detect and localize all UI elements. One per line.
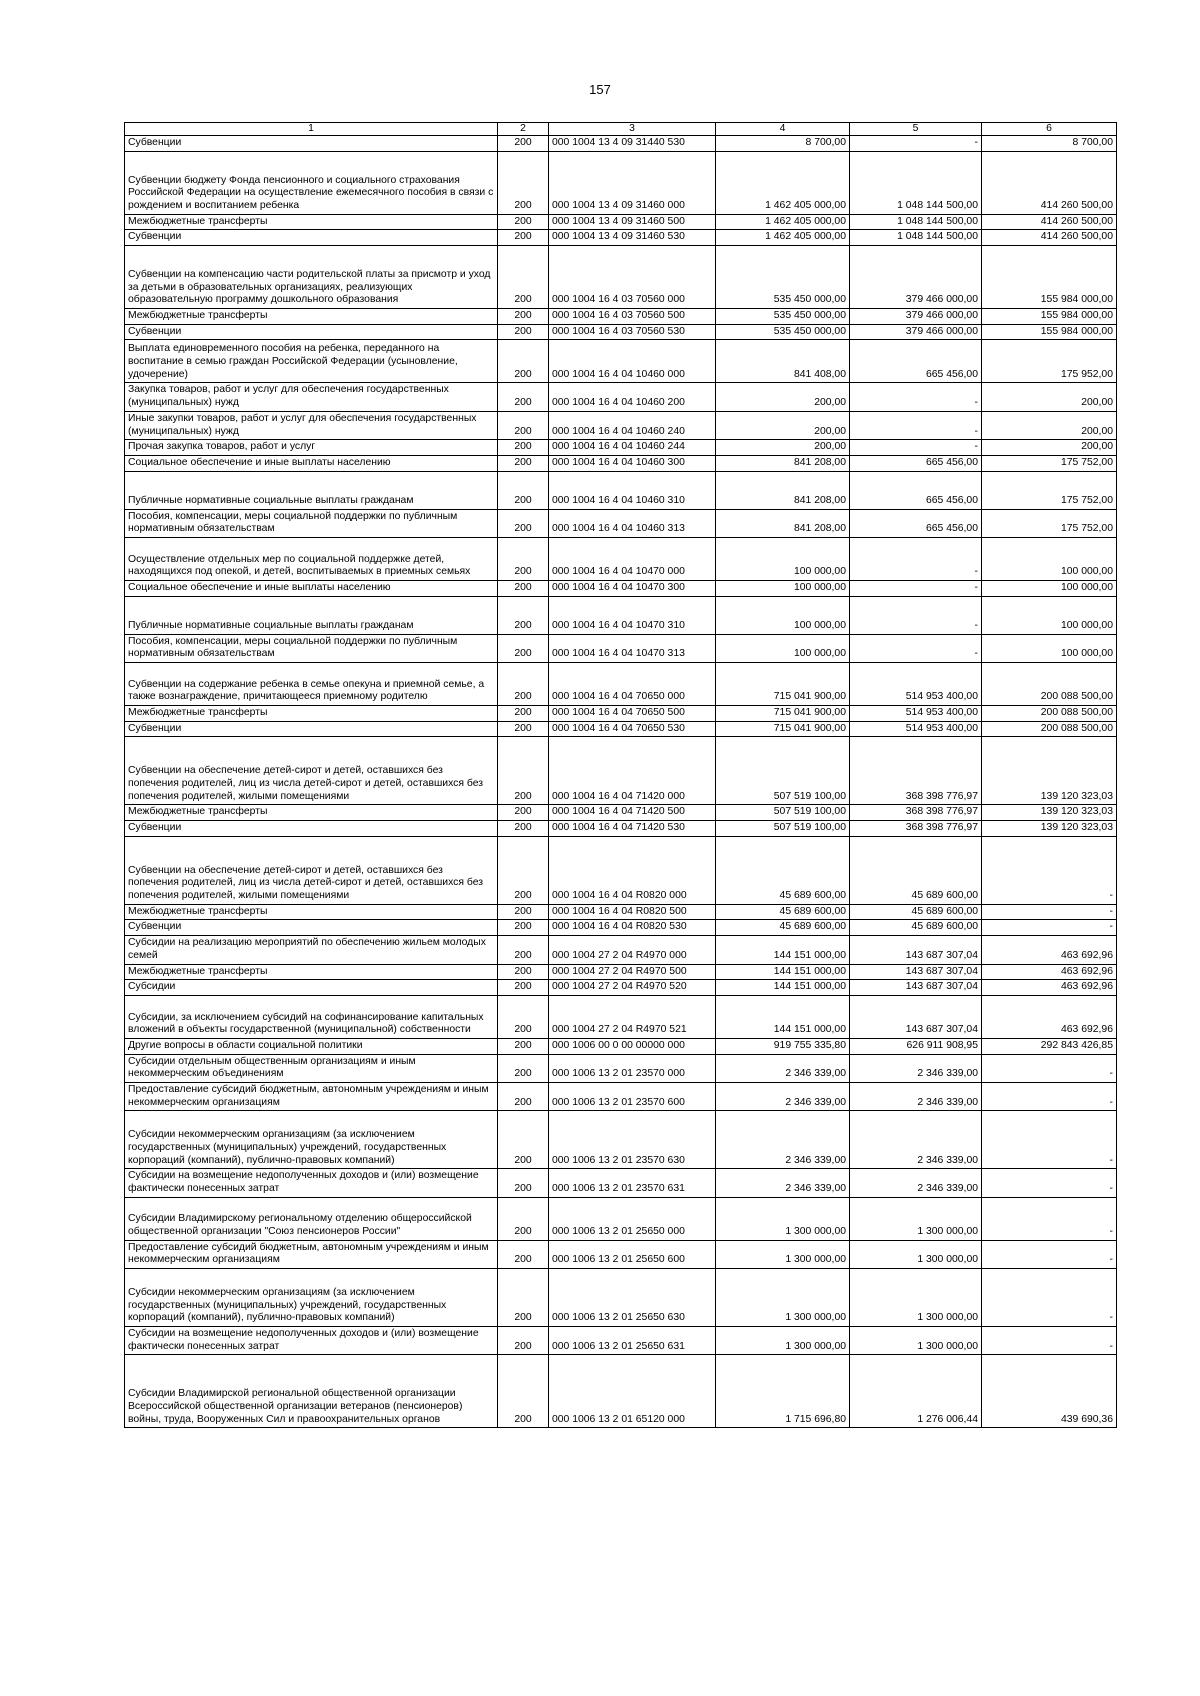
row-name: Межбюджетные трансферты (125, 964, 498, 980)
row-approved-amount: 200,00 (716, 383, 850, 411)
row-unexecuted-amount: - (982, 1327, 1117, 1355)
row-admin-code: 200 (498, 340, 549, 383)
row-classification-code: 000 1004 27 2 04 R4970 500 (549, 964, 716, 980)
row-admin-code: 200 (498, 1355, 549, 1428)
row-unexecuted-amount: - (982, 1197, 1117, 1240)
column-header: 3 (549, 123, 716, 136)
row-executed-amount: 626 911 908,95 (850, 1038, 982, 1054)
row-approved-amount: 535 450 000,00 (716, 309, 850, 325)
row-classification-code: 000 1004 16 4 04 70650 530 (549, 721, 716, 737)
table-row (125, 1082, 1117, 1110)
row-executed-amount: 379 466 000,00 (850, 309, 982, 325)
row-admin-code: 200 (498, 1111, 549, 1169)
row-name: Субсидии отдельным общественным организациям и иным некоммерческим объединениям (125, 1054, 498, 1082)
row-admin-code: 200 (498, 1169, 549, 1197)
row-executed-amount: - (850, 383, 982, 411)
row-classification-code: 000 1004 16 4 04 R0820 530 (549, 920, 716, 936)
row-name: Предоставление субсидий бюджетным, автономным учреждениям и иным некоммерческим организациям (125, 1082, 498, 1110)
row-classification-code: 000 1006 13 2 01 23570 600 (549, 1082, 716, 1110)
table-row (125, 706, 1117, 722)
row-approved-amount: 715 041 900,00 (716, 706, 850, 722)
row-classification-code: 000 1006 13 2 01 25650 630 (549, 1269, 716, 1327)
row-name: Социальное обеспечение и иные выплаты населению (125, 455, 498, 471)
row-admin-code: 200 (498, 580, 549, 596)
row-name: Социальное обеспечение и иные выплаты населению (125, 580, 498, 596)
row-unexecuted-amount: - (982, 836, 1117, 904)
row-unexecuted-amount: 100 000,00 (982, 596, 1117, 634)
row-unexecuted-amount: 463 692,96 (982, 980, 1117, 996)
table-row (125, 1197, 1117, 1240)
table-row (125, 580, 1117, 596)
table-row (125, 1038, 1117, 1054)
row-admin-code: 200 (498, 706, 549, 722)
row-name: Прочая закупка товаров, работ и услуг (125, 440, 498, 456)
row-admin-code: 200 (498, 920, 549, 936)
row-classification-code: 000 1004 16 4 04 70650 500 (549, 706, 716, 722)
table-row (125, 1054, 1117, 1082)
row-admin-code: 200 (498, 904, 549, 920)
column-header: 2 (498, 123, 549, 136)
row-executed-amount: 665 456,00 (850, 340, 982, 383)
row-executed-amount: 1 300 000,00 (850, 1240, 982, 1268)
row-unexecuted-amount: 139 120 323,03 (982, 737, 1117, 805)
row-executed-amount: 1 048 144 500,00 (850, 230, 982, 246)
row-approved-amount: 841 208,00 (716, 455, 850, 471)
row-executed-amount: 1 276 006,44 (850, 1355, 982, 1428)
row-unexecuted-amount: 100 000,00 (982, 580, 1117, 596)
row-classification-code: 000 1006 13 2 01 23570 000 (549, 1054, 716, 1082)
row-approved-amount: 200,00 (716, 440, 850, 456)
row-classification-code: 000 1004 13 4 09 31460 000 (549, 151, 716, 214)
row-executed-amount: 2 346 339,00 (850, 1082, 982, 1110)
row-approved-amount: 919 755 335,80 (716, 1038, 850, 1054)
table-row (125, 471, 1117, 509)
row-classification-code: 000 1004 16 4 03 70560 530 (549, 324, 716, 340)
row-classification-code: 000 1004 16 4 04 10470 313 (549, 634, 716, 662)
table-row (125, 904, 1117, 920)
row-approved-amount: 8 700,00 (716, 136, 850, 152)
row-approved-amount: 1 300 000,00 (716, 1269, 850, 1327)
row-executed-amount: - (850, 136, 982, 152)
row-executed-amount: - (850, 634, 982, 662)
row-unexecuted-amount: 439 690,36 (982, 1355, 1117, 1428)
row-unexecuted-amount: 155 984 000,00 (982, 309, 1117, 325)
row-name: Иные закупки товаров, работ и услуг для обеспечения государственных (муниципальных) нужд (125, 411, 498, 439)
row-classification-code: 000 1004 16 4 04 10460 313 (549, 509, 716, 537)
table-row (125, 324, 1117, 340)
row-name: Субсидии (125, 980, 498, 996)
row-unexecuted-amount: 100 000,00 (982, 634, 1117, 662)
row-admin-code: 200 (498, 805, 549, 821)
column-number-row (125, 123, 1117, 136)
row-name: Субвенции бюджету Фонда пенсионного и социального страхования Российской Федерации на осуществление ежемесячного пособия в связи с рождением и воспитанием ребенка (125, 151, 498, 214)
row-classification-code: 000 1004 16 4 04 10460 240 (549, 411, 716, 439)
table-row (125, 1327, 1117, 1355)
row-executed-amount: 1 300 000,00 (850, 1197, 982, 1240)
row-approved-amount: 715 041 900,00 (716, 663, 850, 706)
row-admin-code: 200 (498, 214, 549, 230)
row-executed-amount: 143 687 307,04 (850, 980, 982, 996)
row-unexecuted-amount: 414 260 500,00 (982, 230, 1117, 246)
row-admin-code: 200 (498, 596, 549, 634)
row-executed-amount: 1 300 000,00 (850, 1327, 982, 1355)
table-row (125, 805, 1117, 821)
row-approved-amount: 841 208,00 (716, 509, 850, 537)
row-executed-amount: 368 398 776,97 (850, 821, 982, 837)
row-executed-amount: - (850, 537, 982, 580)
row-name: Субвенции на обеспечение детей-сирот и детей, оставшихся без попечения родителей, лиц из числа детей-сирот и детей, оставшихся без попечения родителей, жилыми помещениями (125, 836, 498, 904)
row-unexecuted-amount: 155 984 000,00 (982, 324, 1117, 340)
row-admin-code: 200 (498, 455, 549, 471)
row-unexecuted-amount: - (982, 1111, 1117, 1169)
row-admin-code: 200 (498, 1240, 549, 1268)
row-classification-code: 000 1004 16 4 04 71420 500 (549, 805, 716, 821)
table-row (125, 980, 1117, 996)
row-classification-code: 000 1004 16 4 04 10470 000 (549, 537, 716, 580)
row-unexecuted-amount: - (982, 1169, 1117, 1197)
row-admin-code: 200 (498, 980, 549, 996)
row-name: Субсидии на возмещение недополученных доходов и (или) возмещение фактически понесенных затрат (125, 1169, 498, 1197)
row-name: Публичные нормативные социальные выплаты гражданам (125, 471, 498, 509)
row-classification-code: 000 1004 16 4 04 10460 310 (549, 471, 716, 509)
row-classification-code: 000 1006 13 2 01 25650 631 (549, 1327, 716, 1355)
row-executed-amount: 2 346 339,00 (850, 1054, 982, 1082)
row-name: Субвенции (125, 920, 498, 936)
row-approved-amount: 144 151 000,00 (716, 995, 850, 1038)
row-admin-code: 200 (498, 324, 549, 340)
row-admin-code: 200 (498, 1082, 549, 1110)
column-header: 5 (850, 123, 982, 136)
row-name: Субвенции (125, 230, 498, 246)
row-approved-amount: 144 151 000,00 (716, 964, 850, 980)
row-admin-code: 200 (498, 309, 549, 325)
row-executed-amount: 45 689 600,00 (850, 920, 982, 936)
row-approved-amount: 100 000,00 (716, 580, 850, 596)
row-classification-code: 000 1006 13 2 01 25650 600 (549, 1240, 716, 1268)
row-classification-code: 000 1004 16 4 04 71420 530 (549, 821, 716, 837)
row-executed-amount: 1 048 144 500,00 (850, 151, 982, 214)
row-name: Субсидии Владимирской региональной общественной организации Всероссийской общественной организации ветеранов (пенсионеров) войны, труда, Вооруженных Сил и правоохранительных органов (125, 1355, 498, 1428)
row-approved-amount: 507 519 100,00 (716, 737, 850, 805)
table-row (125, 309, 1117, 325)
row-name: Выплата единовременного пособия на ребенка, переданного на воспитание в семью граждан Российской Федерации (усыновление, удочерение) (125, 340, 498, 383)
row-approved-amount: 1 715 696,80 (716, 1355, 850, 1428)
row-approved-amount: 2 346 339,00 (716, 1111, 850, 1169)
row-approved-amount: 535 450 000,00 (716, 246, 850, 309)
row-executed-amount: - (850, 440, 982, 456)
table-body (125, 136, 1117, 1428)
row-name: Субвенции на содержание ребенка в семье опекуна и приемной семье, а также вознаграждение, причитающееся приемному родителю (125, 663, 498, 706)
row-approved-amount: 144 151 000,00 (716, 936, 850, 964)
row-name: Субсидии Владимирскому региональному отделению общероссийской общественной организации "Союз пенсионеров России" (125, 1197, 498, 1240)
table-row (125, 411, 1117, 439)
row-executed-amount: 665 456,00 (850, 509, 982, 537)
row-admin-code: 200 (498, 964, 549, 980)
row-admin-code: 200 (498, 151, 549, 214)
row-executed-amount: 514 953 400,00 (850, 706, 982, 722)
row-name: Предоставление субсидий бюджетным, автономным учреждениям и иным некоммерческим организациям (125, 1240, 498, 1268)
row-unexecuted-amount: 200,00 (982, 411, 1117, 439)
row-admin-code: 200 (498, 936, 549, 964)
table-row (125, 634, 1117, 662)
row-executed-amount: 368 398 776,97 (850, 737, 982, 805)
row-name: Субвенции (125, 721, 498, 737)
row-approved-amount: 1 300 000,00 (716, 1327, 850, 1355)
row-classification-code: 000 1004 27 2 04 R4970 521 (549, 995, 716, 1038)
table-row (125, 737, 1117, 805)
row-unexecuted-amount: - (982, 1082, 1117, 1110)
row-unexecuted-amount: 292 843 426,85 (982, 1038, 1117, 1054)
row-executed-amount: - (850, 580, 982, 596)
row-classification-code: 000 1004 16 4 04 10460 300 (549, 455, 716, 471)
row-unexecuted-amount: - (982, 1269, 1117, 1327)
row-approved-amount: 2 346 339,00 (716, 1054, 850, 1082)
row-unexecuted-amount: 463 692,96 (982, 995, 1117, 1038)
row-name: Межбюджетные трансферты (125, 904, 498, 920)
row-approved-amount: 200,00 (716, 411, 850, 439)
table-row (125, 136, 1117, 152)
row-name: Субсидии на возмещение недополученных доходов и (или) возмещение фактически понесенных затрат (125, 1327, 498, 1355)
row-name: Субвенции на обеспечение детей-сирот и детей, оставшихся без попечения родителей, лиц из числа детей-сирот и детей, оставшихся без попечения родителей, жилыми помещениями (125, 737, 498, 805)
row-name: Пособия, компенсации, меры социальной поддержки по публичным нормативным обязательствам (125, 509, 498, 537)
row-unexecuted-amount: 200 088 500,00 (982, 706, 1117, 722)
row-name: Другие вопросы в области социальной политики (125, 1038, 498, 1054)
row-executed-amount: 1 048 144 500,00 (850, 214, 982, 230)
row-approved-amount: 100 000,00 (716, 537, 850, 580)
row-executed-amount: 514 953 400,00 (850, 663, 982, 706)
row-admin-code: 200 (498, 1269, 549, 1327)
row-unexecuted-amount: 175 752,00 (982, 455, 1117, 471)
page-number: 157 (589, 82, 611, 97)
table-row (125, 537, 1117, 580)
row-classification-code: 000 1006 00 0 00 00000 000 (549, 1038, 716, 1054)
table-row (125, 1355, 1117, 1428)
row-approved-amount: 841 208,00 (716, 471, 850, 509)
row-approved-amount: 1 462 405 000,00 (716, 230, 850, 246)
row-approved-amount: 2 346 339,00 (716, 1082, 850, 1110)
row-approved-amount: 1 300 000,00 (716, 1197, 850, 1240)
row-unexecuted-amount: 139 120 323,03 (982, 821, 1117, 837)
row-unexecuted-amount: 414 260 500,00 (982, 151, 1117, 214)
row-approved-amount: 715 041 900,00 (716, 721, 850, 737)
row-admin-code: 200 (498, 821, 549, 837)
row-approved-amount: 45 689 600,00 (716, 904, 850, 920)
row-approved-amount: 535 450 000,00 (716, 324, 850, 340)
table-row (125, 440, 1117, 456)
row-admin-code: 200 (498, 411, 549, 439)
row-classification-code: 000 1004 16 4 03 70560 500 (549, 309, 716, 325)
row-unexecuted-amount: 175 952,00 (982, 340, 1117, 383)
table-row (125, 1240, 1117, 1268)
row-unexecuted-amount: 414 260 500,00 (982, 214, 1117, 230)
row-unexecuted-amount: 155 984 000,00 (982, 246, 1117, 309)
row-classification-code: 000 1006 13 2 01 23570 631 (549, 1169, 716, 1197)
row-classification-code: 000 1004 27 2 04 R4970 520 (549, 980, 716, 996)
column-header: 1 (125, 123, 498, 136)
row-classification-code: 000 1004 16 4 04 71420 000 (549, 737, 716, 805)
row-unexecuted-amount: - (982, 920, 1117, 936)
row-executed-amount: 368 398 776,97 (850, 805, 982, 821)
row-admin-code: 200 (498, 246, 549, 309)
row-admin-code: 200 (498, 663, 549, 706)
row-executed-amount: - (850, 596, 982, 634)
row-name: Межбюджетные трансферты (125, 706, 498, 722)
row-classification-code: 000 1006 13 2 01 23570 630 (549, 1111, 716, 1169)
row-executed-amount: 45 689 600,00 (850, 904, 982, 920)
row-classification-code: 000 1004 16 4 04 10460 000 (549, 340, 716, 383)
table-row (125, 340, 1117, 383)
row-name: Субвенции (125, 821, 498, 837)
row-name: Публичные нормативные социальные выплаты гражданам (125, 596, 498, 634)
table-row (125, 214, 1117, 230)
row-unexecuted-amount: - (982, 1054, 1117, 1082)
row-name: Межбюджетные трансферты (125, 805, 498, 821)
row-executed-amount: 665 456,00 (850, 455, 982, 471)
row-executed-amount: 665 456,00 (850, 471, 982, 509)
table-row (125, 936, 1117, 964)
row-admin-code: 200 (498, 995, 549, 1038)
row-admin-code: 200 (498, 1327, 549, 1355)
row-classification-code: 000 1004 16 4 04 10460 244 (549, 440, 716, 456)
row-executed-amount: 143 687 307,04 (850, 964, 982, 980)
row-admin-code: 200 (498, 509, 549, 537)
table-row (125, 230, 1117, 246)
row-admin-code: 200 (498, 537, 549, 580)
row-admin-code: 200 (498, 634, 549, 662)
row-admin-code: 200 (498, 836, 549, 904)
row-approved-amount: 2 346 339,00 (716, 1169, 850, 1197)
row-name: Субсидии, за исключением субсидий на софинансирование капитальных вложений в объекты государственной (муниципальной) собственности (125, 995, 498, 1038)
row-classification-code: 000 1004 16 4 03 70560 000 (549, 246, 716, 309)
row-classification-code: 000 1006 13 2 01 65120 000 (549, 1355, 716, 1428)
row-classification-code: 000 1004 16 4 04 70650 000 (549, 663, 716, 706)
row-approved-amount: 144 151 000,00 (716, 980, 850, 996)
table-row (125, 596, 1117, 634)
row-unexecuted-amount: 463 692,96 (982, 936, 1117, 964)
table-row (125, 836, 1117, 904)
row-name: Закупка товаров, работ и услуг для обеспечения государственных (муниципальных) нужд (125, 383, 498, 411)
row-unexecuted-amount: 200 088 500,00 (982, 663, 1117, 706)
row-unexecuted-amount: 200 088 500,00 (982, 721, 1117, 737)
row-name: Субсидии некоммерческим организациям (за исключением государственных (муниципальных) учреждений, государственных корпораций (компаний), публично-правовых компаний) (125, 1269, 498, 1327)
row-unexecuted-amount: 139 120 323,03 (982, 805, 1117, 821)
row-classification-code: 000 1004 13 4 09 31460 530 (549, 230, 716, 246)
table-row (125, 663, 1117, 706)
row-executed-amount: 379 466 000,00 (850, 246, 982, 309)
row-executed-amount: 514 953 400,00 (850, 721, 982, 737)
row-name: Субвенции (125, 136, 498, 152)
row-admin-code: 200 (498, 383, 549, 411)
budget-table (124, 122, 1117, 1428)
row-classification-code: 000 1004 16 4 04 10460 200 (549, 383, 716, 411)
table-row (125, 151, 1117, 214)
row-unexecuted-amount: 200,00 (982, 383, 1117, 411)
row-executed-amount: 379 466 000,00 (850, 324, 982, 340)
row-approved-amount: 100 000,00 (716, 634, 850, 662)
row-approved-amount: 1 300 000,00 (716, 1240, 850, 1268)
row-admin-code: 200 (498, 136, 549, 152)
row-approved-amount: 507 519 100,00 (716, 821, 850, 837)
row-classification-code: 000 1004 16 4 04 10470 300 (549, 580, 716, 596)
row-admin-code: 200 (498, 721, 549, 737)
row-unexecuted-amount: - (982, 1240, 1117, 1268)
row-classification-code: 000 1004 16 4 04 R0820 500 (549, 904, 716, 920)
row-classification-code: 000 1006 13 2 01 25650 000 (549, 1197, 716, 1240)
row-admin-code: 200 (498, 230, 549, 246)
row-classification-code: 000 1004 13 4 09 31460 500 (549, 214, 716, 230)
row-name: Осуществление отдельных мер по социальной поддержке детей, находящихся под опекой, и детей, воспитываемых в приемных семьях (125, 537, 498, 580)
row-approved-amount: 507 519 100,00 (716, 805, 850, 821)
row-name: Субвенции (125, 324, 498, 340)
row-unexecuted-amount: - (982, 904, 1117, 920)
row-classification-code: 000 1004 13 4 09 31440 530 (549, 136, 716, 152)
row-admin-code: 200 (498, 471, 549, 509)
table-row (125, 509, 1117, 537)
row-unexecuted-amount: 175 752,00 (982, 471, 1117, 509)
row-name: Пособия, компенсации, меры социальной поддержки по публичным нормативным обязательствам (125, 634, 498, 662)
row-approved-amount: 45 689 600,00 (716, 836, 850, 904)
column-header: 6 (982, 123, 1117, 136)
row-approved-amount: 45 689 600,00 (716, 920, 850, 936)
row-executed-amount: - (850, 411, 982, 439)
row-name: Субсидии на реализацию мероприятий по обеспечению жильем молодых семей (125, 936, 498, 964)
table-row (125, 455, 1117, 471)
row-executed-amount: 143 687 307,04 (850, 995, 982, 1038)
table-row (125, 920, 1117, 936)
table-row (125, 1111, 1117, 1169)
row-approved-amount: 100 000,00 (716, 596, 850, 634)
row-executed-amount: 2 346 339,00 (850, 1169, 982, 1197)
row-approved-amount: 1 462 405 000,00 (716, 151, 850, 214)
row-name: Субсидии некоммерческим организациям (за исключением государственных (муниципальных) учреждений, государственных корпораций (компаний), публично-правовых компаний) (125, 1111, 498, 1169)
table-row (125, 1169, 1117, 1197)
row-unexecuted-amount: 200,00 (982, 440, 1117, 456)
row-executed-amount: 143 687 307,04 (850, 936, 982, 964)
row-unexecuted-amount: 175 752,00 (982, 509, 1117, 537)
row-name: Межбюджетные трансферты (125, 309, 498, 325)
row-name: Субвенции на компенсацию части родительской платы за присмотр и уход за детьми в образовательных организациях, реализующих образовательную программу дошкольного образования (125, 246, 498, 309)
row-classification-code: 000 1004 16 4 04 R0820 000 (549, 836, 716, 904)
row-admin-code: 200 (498, 1054, 549, 1082)
row-executed-amount: 2 346 339,00 (850, 1111, 982, 1169)
table-row (125, 721, 1117, 737)
row-unexecuted-amount: 463 692,96 (982, 964, 1117, 980)
row-name: Межбюджетные трансферты (125, 214, 498, 230)
row-approved-amount: 1 462 405 000,00 (716, 214, 850, 230)
table-row (125, 383, 1117, 411)
row-approved-amount: 841 408,00 (716, 340, 850, 383)
column-header: 4 (716, 123, 850, 136)
row-admin-code: 200 (498, 1038, 549, 1054)
row-classification-code: 000 1004 16 4 04 10470 310 (549, 596, 716, 634)
row-admin-code: 200 (498, 1197, 549, 1240)
table-row (125, 246, 1117, 309)
row-admin-code: 200 (498, 440, 549, 456)
row-executed-amount: 45 689 600,00 (850, 836, 982, 904)
row-unexecuted-amount: 100 000,00 (982, 537, 1117, 580)
row-admin-code: 200 (498, 737, 549, 805)
table-row (125, 964, 1117, 980)
row-executed-amount: 1 300 000,00 (850, 1269, 982, 1327)
table-row (125, 821, 1117, 837)
table-row (125, 1269, 1117, 1327)
row-classification-code: 000 1004 27 2 04 R4970 000 (549, 936, 716, 964)
table-row (125, 995, 1117, 1038)
row-unexecuted-amount: 8 700,00 (982, 136, 1117, 152)
